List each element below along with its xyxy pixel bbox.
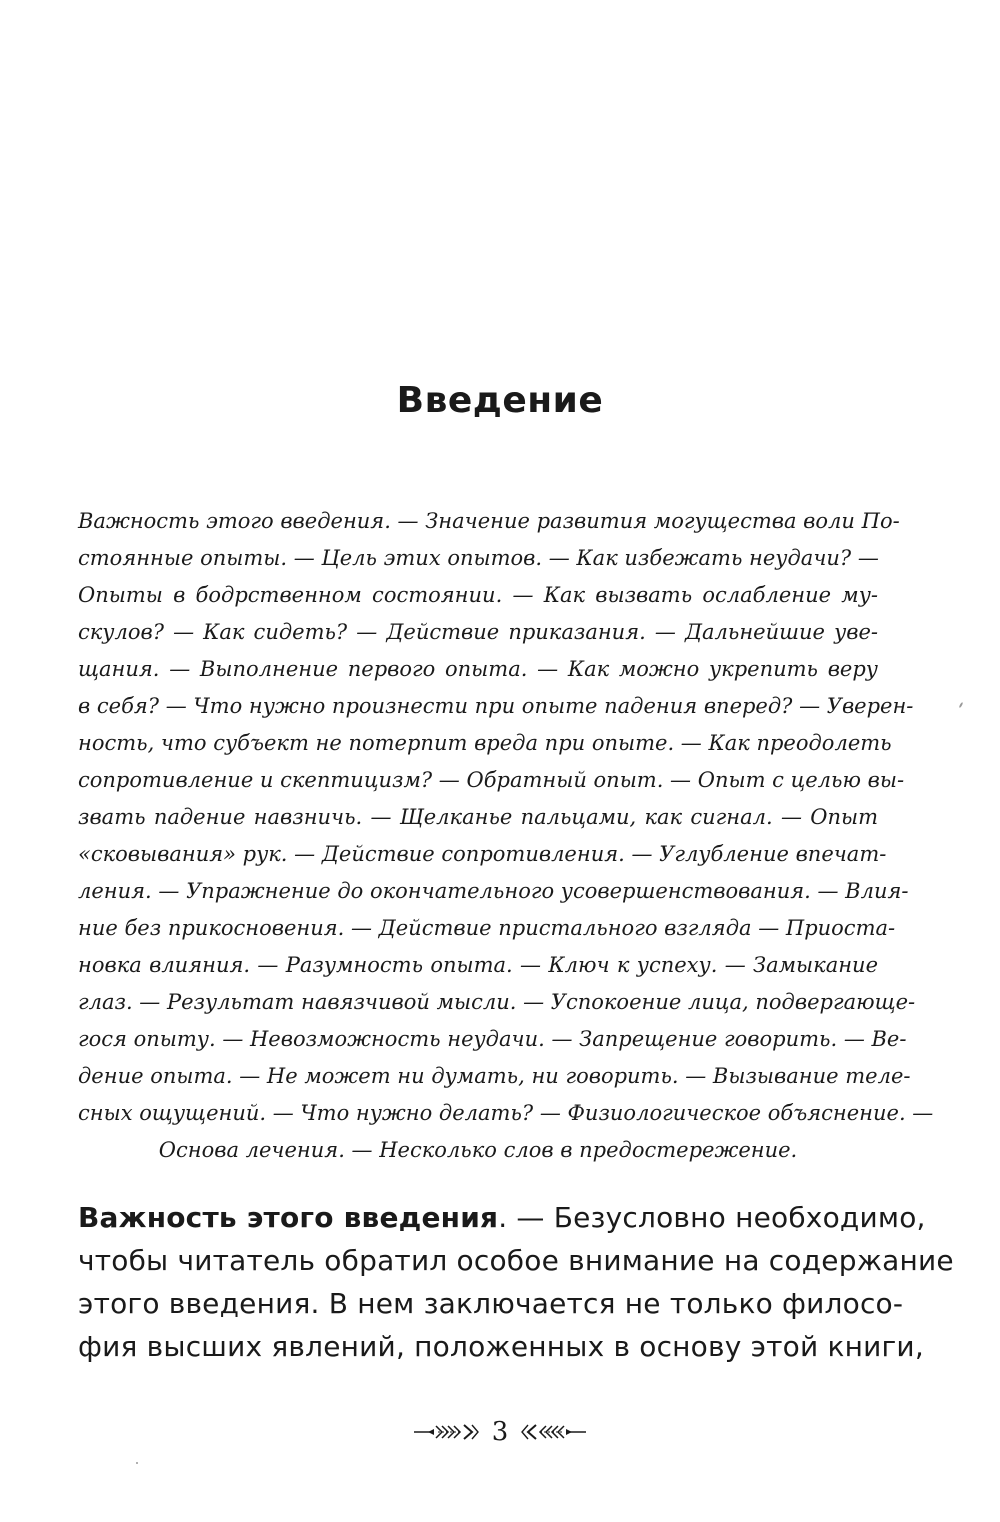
page-footer <box>0 1412 1000 1452</box>
summary-line: Важность этого введения. — Значение развития могущества воли По- <box>78 509 900 533</box>
summary-line: щания. — Выполнение первого опыта. — Как можно укрепить веру <box>78 657 878 681</box>
ornament-right-icon <box>520 1422 586 1442</box>
summary-line: новка влияния. — Разумность опыта. — Ключ к успеху. — Замыкание <box>78 953 878 977</box>
summary-line: в себя? — Что нужно произнести при опыте падения вперед? — Уверен- <box>78 694 914 718</box>
scan-speck <box>136 1462 138 1464</box>
summary-line: звать падение навзничь. — Щелканье пальцами, как сигнал. — Опыт <box>78 805 878 829</box>
summary-line: ность, что субъект не потерпит вреда при опыте. — Как преодолеть <box>78 731 892 755</box>
body-line: фия высших явлений, положенных в основу этой книги, <box>78 1330 924 1363</box>
page-number: 3 <box>491 1417 509 1447</box>
body-line-first <box>78 1196 926 1239</box>
ornament-left-icon <box>414 1422 480 1442</box>
summary-line: стоянные опыты. — Цель этих опытов. — Как избежать неудачи? — <box>78 546 879 570</box>
summary-line: «сковывания» рук. — Действие сопротивления. — Углубление впечат- <box>78 842 887 866</box>
summary-line: Опыты в бодрственном состоянии. — Как вызвать ослабление му- <box>78 583 878 607</box>
chapter-title: Введение <box>396 380 604 421</box>
chapter-summary <box>78 503 934 1169</box>
summary-line-last: Основа лечения. — Несколько слов в предостережение. <box>158 1138 798 1162</box>
summary-line: глаз. — Результат навязчивой мысли. — Успокоение лица, подвергающе- <box>78 990 916 1014</box>
summary-line: гося опыту. — Невозможность неудачи. — Запрещение говорить. — Ве- <box>78 1027 907 1051</box>
body-paragraph <box>78 1196 954 1368</box>
summary-line: ления. — Упражнение до окончательного усовершенствования. — Влия- <box>78 879 909 903</box>
paragraph-lead-rest: . — Безусловно необходимо, <box>498 1201 926 1234</box>
body-line: чтобы читатель обратил особое внимание на содержание <box>78 1244 954 1277</box>
body-line: этого введения. В нем заключается не только филосо- <box>78 1287 904 1320</box>
summary-line: сопротивление и скептицизм? — Обратный опыт. — Опыт с целью вы- <box>78 768 905 792</box>
summary-line: дение опыта. — Не может ни думать, ни говорить. — Вызывание теле- <box>78 1064 911 1088</box>
summary-line: ние без прикосновения. — Действие пристального взгляда — Приоста- <box>78 916 896 940</box>
scan-speck <box>959 702 964 708</box>
summary-line: сных ощущений. — Что нужно делать? — Физиологическое объяснение. — <box>78 1101 934 1125</box>
summary-line: скулов? — Как сидеть? — Действие приказания. — Дальнейшие уве- <box>78 620 878 644</box>
paragraph-lead: Важность этого введения <box>78 1201 499 1234</box>
